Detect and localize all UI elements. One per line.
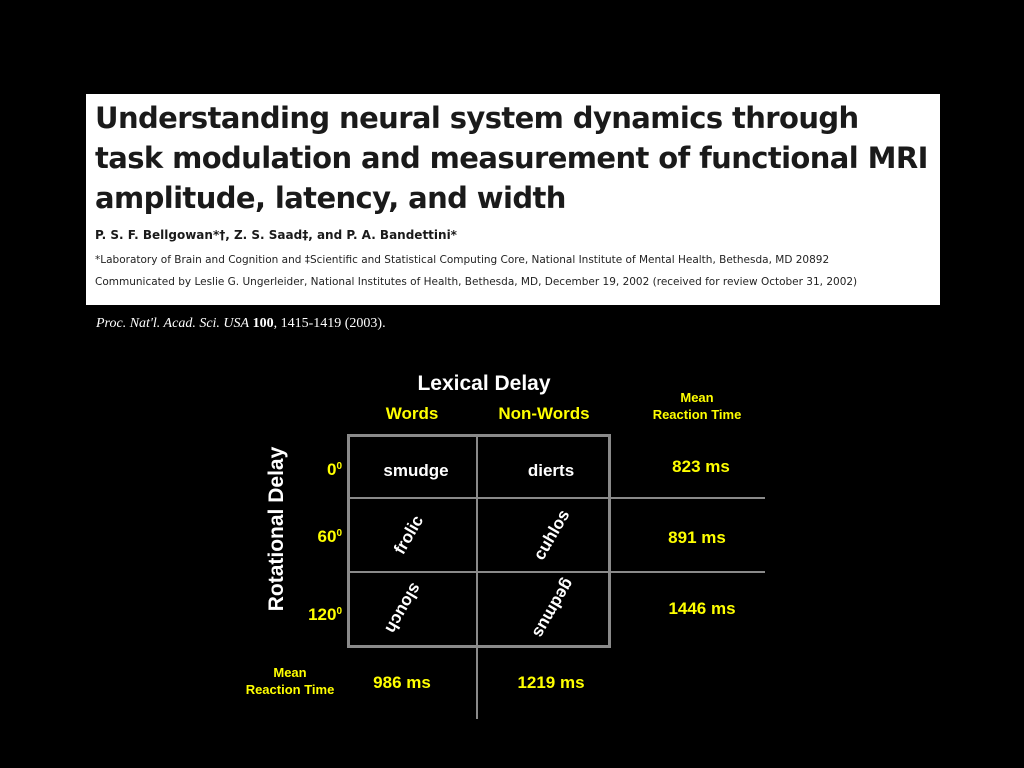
rotational-delay-title: Rotational Delay — [265, 446, 288, 612]
stimulus-word-0: smudge — [383, 461, 449, 480]
citation-pages: , 1415-1419 (2003). — [273, 316, 386, 331]
column-reaction-time-nonwords: 1219 ms — [517, 673, 585, 692]
mean-rt-line2: Reaction Time — [652, 407, 742, 422]
paper-title: Understanding neural system dynamics through task modulation and measurement of functional MRI amplitude, latency, and width — [95, 101, 928, 215]
mean-rt-line1: Mean — [680, 390, 714, 405]
citation — [96, 315, 386, 333]
row-reaction-time-0: 823 ms — [672, 457, 730, 476]
citation-journal: Proc. Nat'l. Acad. Sci. USA — [96, 316, 250, 331]
mean-reaction-time-column-header — [634, 389, 760, 423]
paper-header — [86, 94, 940, 305]
row-reaction-time-60: 891 ms — [668, 528, 726, 547]
paper-affiliation: *Laboratory of Brain and Cognition and ‡Scientific and Statistical Computing Core, National Institute of Mental Health, Bethesda, MD 20892 — [95, 254, 830, 266]
row-label-0: $0^0$ — [326, 460, 342, 479]
citation-volume: 100 — [252, 316, 274, 331]
stimulus-nonword-60: cuhlos — [529, 506, 574, 564]
mean-rt-row-line2: Reaction Time — [245, 682, 335, 697]
stimulus-nonword-120: gedmus — [528, 575, 578, 642]
mean-rt-row-line1: Mean — [273, 665, 307, 680]
lexical-delay-title: Lexical Delay — [417, 372, 551, 395]
stimulus-word-120: slouch — [381, 579, 426, 637]
stimulus-word-60: frolic — [389, 512, 428, 558]
row-label-120: $120^0$ — [308, 605, 342, 624]
paper-authors: P. S. F. Bellgowan*†, Z. S. Saad‡, and P. A. Bandettini* — [95, 228, 457, 242]
row-reaction-time-120: 1446 ms — [668, 599, 736, 618]
grid-horizontal-divider-1 — [347, 497, 765, 499]
column-header-nonwords: Non-Words — [498, 404, 590, 423]
row-label-60: $60^0$ — [317, 527, 342, 546]
paper-communicated: Communicated by Leslie G. Ungerleider, National Institutes of Health, Bethesda, MD, December 19, 2002 (received for review October 31, 2002) — [95, 276, 858, 288]
column-reaction-time-words: 986 ms — [373, 673, 431, 692]
mean-reaction-time-row-header — [230, 664, 350, 698]
stimulus-nonword-0: dierts — [527, 461, 575, 480]
grid-vertical-divider — [476, 434, 478, 719]
grid-horizontal-divider-2 — [347, 571, 765, 573]
column-header-words: Words — [385, 404, 439, 423]
